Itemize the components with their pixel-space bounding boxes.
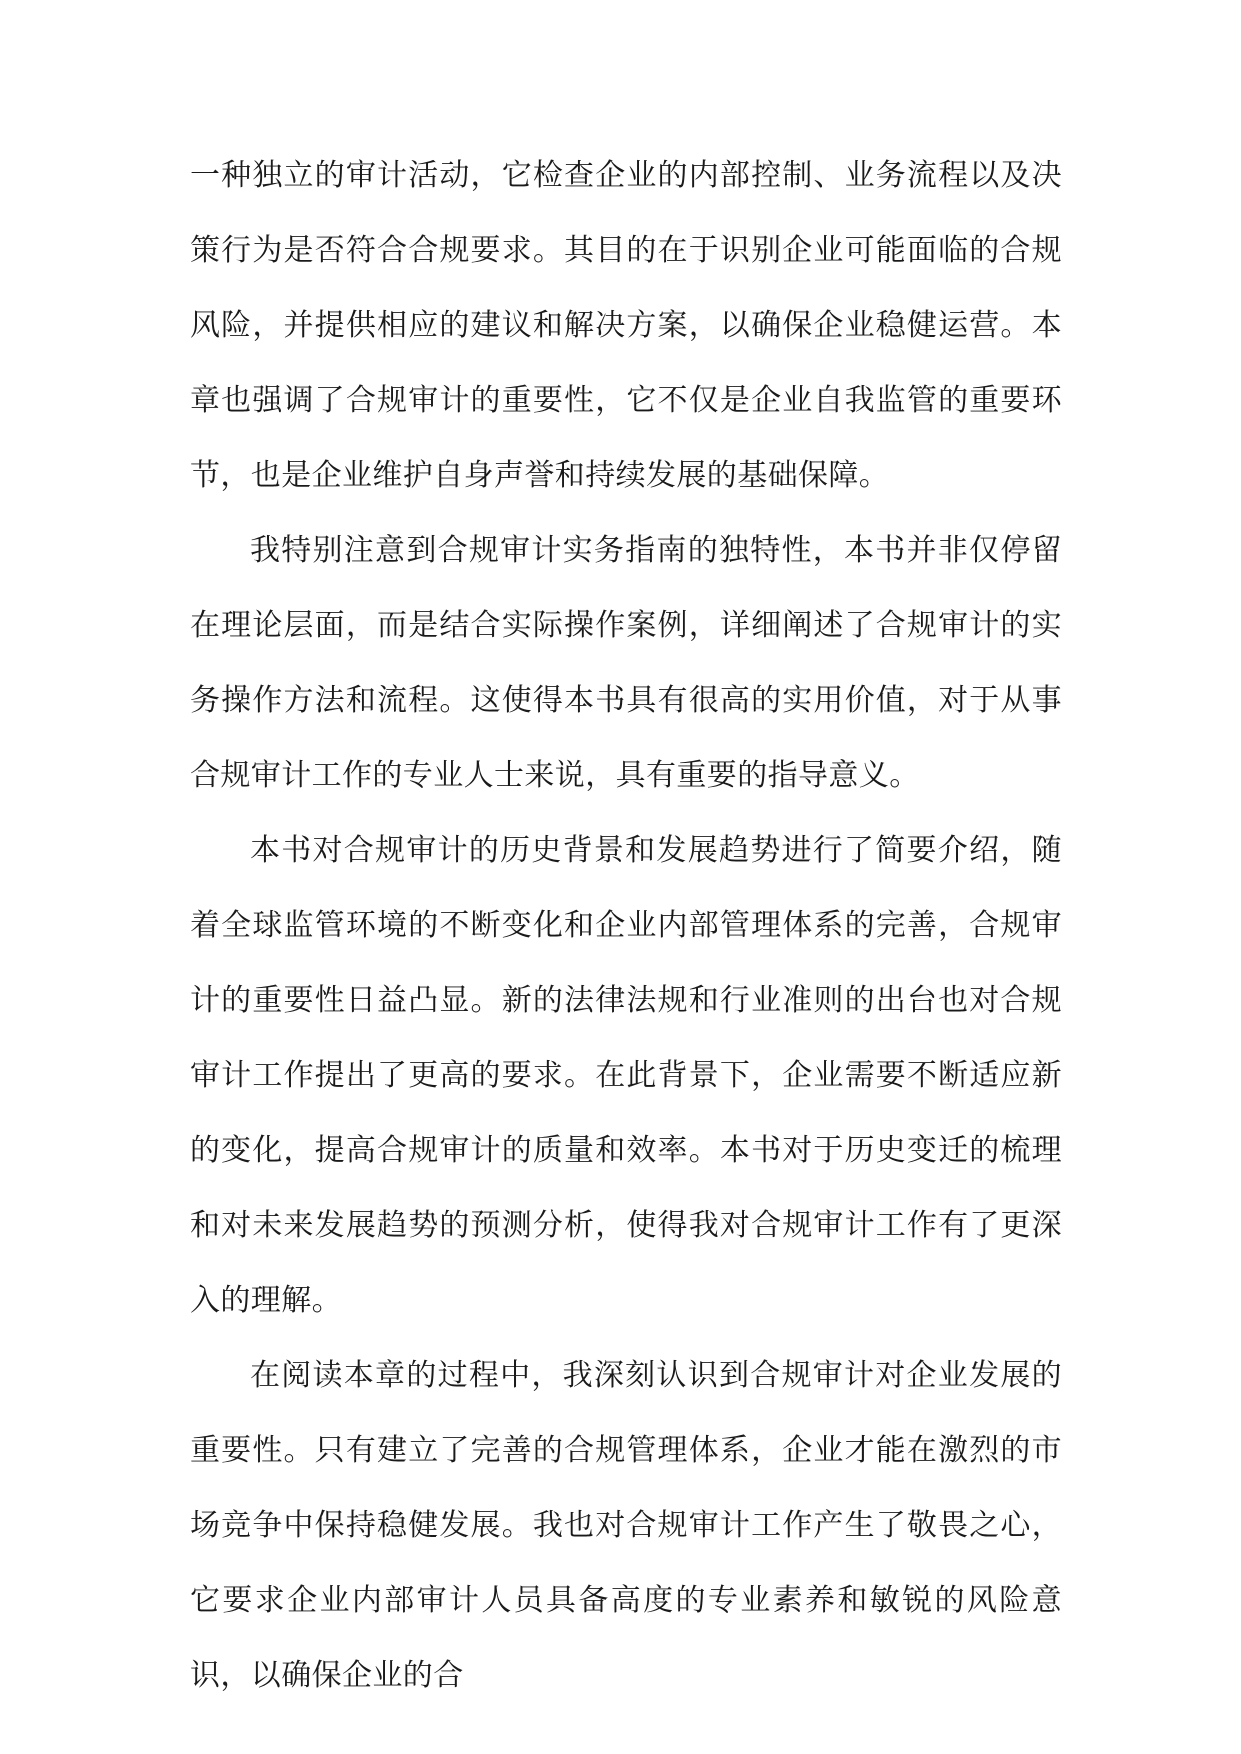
paragraph: 在阅读本章的过程中，我深刻认识到合规审计对企业发展的重要性。只有建立了完善的合规管理体系，企业才能在激烈的市场竞争中保持稳健发展。我也对合规审计工作产生了敬畏之心，它要求企业内部审计人员具备高度的专业素养和敏锐的风险意识，以确保企业的合 (190, 1358, 1062, 1693)
body-text (190, 138, 1062, 1713)
paragraph: 本书对合规审计的历史背景和发展趋势进行了简要介绍，随着全球监管环境的不断变化和企业内部管理体系的完善，合规审计的重要性日益凸显。新的法律法规和行业准则的出台也对合规审计工作提出了更高的要求。在此背景下，企业需要不断适应新的变化，提高合规审计的质量和效率。本书对于历史变迁的梳理和对未来发展趋势的预测分析，使得我对合规审计工作有了更深入的理解。 (190, 833, 1062, 1318)
paragraph-continued: 一种独立的审计活动，它检查企业的内部控制、业务流程以及决策行为是否符合合规要求。其目的在于识别企业可能面临的合规风险，并提供相应的建议和解决方案，以确保企业稳健运营。本章也强调了合规审计的重要性，它不仅是企业自我监管的重要环节，也是企业维护自身声誉和持续发展的基础保障。 (190, 158, 1062, 493)
paragraph: 我特别注意到合规审计实务指南的独特性，本书并非仅停留在理论层面，而是结合实际操作案例，详细阐述了合规审计的实务操作方法和流程。这使得本书具有很高的实用价值，对于从事合规审计工作的专业人士来说，具有重要的指导意义。 (190, 533, 1062, 793)
